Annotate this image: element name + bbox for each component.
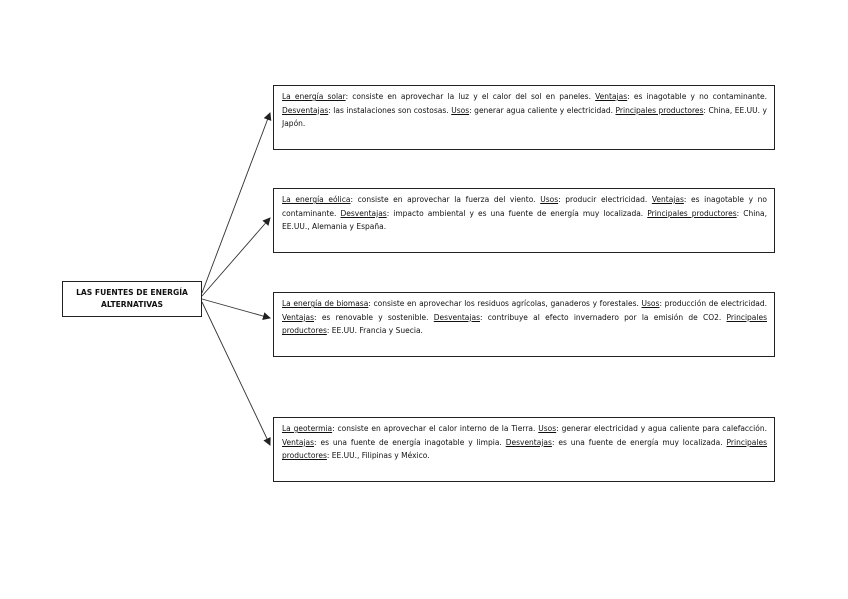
root-node-fuentes-energia xyxy=(62,281,202,317)
keyword-label: Ventajas xyxy=(595,92,628,101)
keyword-label: Desventajas xyxy=(505,437,552,447)
branch-text: : las instalaciones son costosas. xyxy=(328,105,452,115)
branch-title: La geotermia xyxy=(282,424,333,433)
branch-text: : EE.UU., Filipinas y México. xyxy=(326,451,430,461)
keyword-label: Principales productores xyxy=(647,208,737,218)
keyword-label: Usos xyxy=(538,424,557,433)
branch-text: : es renovable y sostenible. xyxy=(314,312,434,322)
branch-text: : es una fuente de energía muy localizada. xyxy=(551,437,727,447)
branch-energia-solar xyxy=(273,85,775,150)
keyword-label: Desventajas xyxy=(433,312,480,322)
branch-geotermia xyxy=(273,417,775,482)
branch-text: : generar electricidad y agua caliente para calefacción. xyxy=(556,424,767,433)
keyword-label: Usos xyxy=(641,299,660,308)
keyword-label: Principales productores xyxy=(615,105,704,115)
branch-text: : consiste en aprovechar la luz y el calor del sol en paneles. xyxy=(345,92,596,101)
branch-text: : impacto ambiental y es una fuente de energía muy localizada. xyxy=(386,208,648,218)
branch-text: : EE.UU. Francia y Suecia. xyxy=(326,326,423,336)
branch-title: La energía eólica xyxy=(282,195,351,204)
branch-text: : contribuye al efecto invernadero por la emisión de CO2. xyxy=(480,312,727,322)
keyword-label: Desventajas xyxy=(340,208,387,218)
keyword-label: Usos xyxy=(540,195,559,204)
branch-text: : producción de electricidad. xyxy=(659,299,767,308)
branch-text: : consiste en aprovechar el calor interno de la Tierra. xyxy=(332,424,539,433)
arrow-to-geotermia xyxy=(202,302,270,445)
branch-title: La energía solar xyxy=(282,92,346,101)
keyword-label: Desventajas xyxy=(282,105,329,115)
branch-energia-biomasa xyxy=(273,292,775,357)
keyword-label: Principales productores xyxy=(282,312,767,336)
keyword-label: Ventajas xyxy=(282,437,315,447)
keyword-label: Ventajas xyxy=(282,312,315,322)
root-title-line1: LAS FUENTES DE ENERGÍA xyxy=(76,288,188,297)
arrow-to-solar xyxy=(202,113,270,293)
branch-energia-eolica xyxy=(273,188,775,253)
arrow-to-biomasa xyxy=(202,299,270,318)
branch-title: La energía de biomasa xyxy=(282,299,369,308)
root-title-line2: ALTERNATIVAS xyxy=(100,300,164,309)
branch-text: : es inagotable y no contaminante. xyxy=(627,92,767,101)
branch-text: : China, EE.UU. y Japón. xyxy=(282,105,767,129)
branch-text: : es inagotable y no contaminante. xyxy=(282,195,767,218)
branch-text: : generar agua caliente y electricidad. xyxy=(469,105,616,115)
keyword-label: Ventajas xyxy=(651,195,684,204)
branch-text: : es una fuente de energía inagotable y limpia. xyxy=(314,437,506,447)
keyword-label: Principales productores xyxy=(282,437,768,461)
branch-text: : China, EE.UU., Alemania y España. xyxy=(282,208,768,232)
branch-text: : consiste en aprovechar la fuerza del viento. xyxy=(350,195,541,204)
keyword-label: Usos xyxy=(451,105,470,115)
branch-text: : producir electricidad. xyxy=(558,195,652,204)
branch-text: : consiste en aprovechar los residuos agrícolas, ganaderos y forestales. xyxy=(368,299,642,308)
arrow-to-eolica xyxy=(202,218,270,296)
